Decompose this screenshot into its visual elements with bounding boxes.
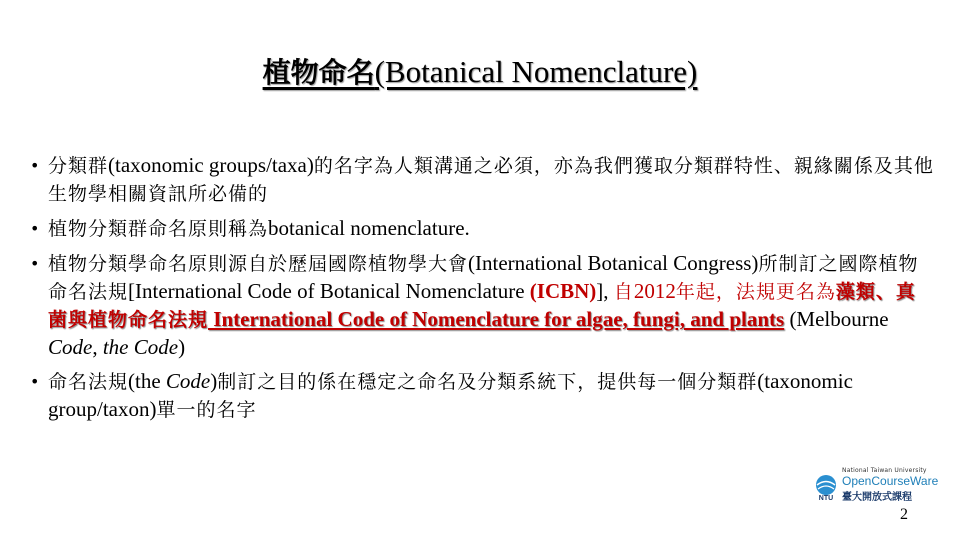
logo-chinese-text: 臺大開放式課程 [842,492,912,503]
bullet-dot-icon: • [30,254,40,273]
bullet-text: 所制訂之國際植物命名法規 [48,253,919,303]
bullet-dot-icon: • [30,219,40,238]
bullet-text: 植物分類群命名原則稱為 [48,218,269,240]
bullet-item [30,215,935,243]
bullet-text: ) [210,369,218,393]
bullet-text: (taxonomic group/taxon) [48,369,853,421]
bullet-text: ], [596,279,614,303]
bullet-text: Code [48,335,93,359]
icbn-abbrev: (ICBN) [529,279,597,303]
ntu-opencourseware-logo [812,467,939,503]
bullet-text: 命名法規 [48,371,129,393]
logo-university-text: National Taiwan University [842,467,927,474]
title-chinese: 植物命名 [262,56,375,89]
page-number: 2 [900,506,908,523]
bullet-text: 制訂之目的係在穩定之命名及分類系統下，提供每一個分類群 [217,371,758,393]
bullet-text: ) [178,335,186,359]
title-english: (Botanical Nomenclature) [374,54,698,89]
bullet-text: 植物分類學命名原則源自於歷屆國際植物學大會 [48,253,469,275]
bullet-text: (taxonomic groups/taxa) [108,153,314,177]
ntu-globe-icon [812,473,840,501]
bullet-text: 自 [613,281,634,303]
bullet-text: 分類群 [48,155,109,177]
bullet-text: Code [165,369,211,393]
bullet-item [30,250,935,361]
bullet-text: (International Botanical Congress) [468,251,759,275]
bullet-text: , [92,335,103,359]
code-name-chinese: 藻類、真菌與植物命名法規 [48,281,916,331]
bullet-text: 單一的名字 [156,399,257,421]
bullet-item [30,368,935,424]
year-text: 2012 [633,279,676,303]
bullet-item [30,152,935,208]
bullet-text: (Melbourne [784,307,889,331]
bullet-list [30,152,935,431]
bullet-dot-icon: • [30,372,40,391]
bullet-text: [International Code of Botanical Nomenclature [128,279,530,303]
bullet-text: the Code [102,335,179,359]
bullet-text: botanical nomenclature. [268,216,470,240]
logo-badge-text: NTU [818,495,834,501]
logo-opencourseware-text: OpenCourseWare [842,474,939,488]
code-name-english: International Code of Nomenclature for algae, fungi, and plants [208,307,785,331]
bullet-text: 年起，法規更名為 [675,281,836,303]
bullet-text: (the [128,369,166,393]
bullet-dot-icon: • [30,156,40,175]
bullet-text: 的名字為人類溝通之必須，亦為我們獲取分類群特性、親緣關係及其他生物學相關資訊所必備的 [48,155,934,205]
slide-title [0,52,960,93]
